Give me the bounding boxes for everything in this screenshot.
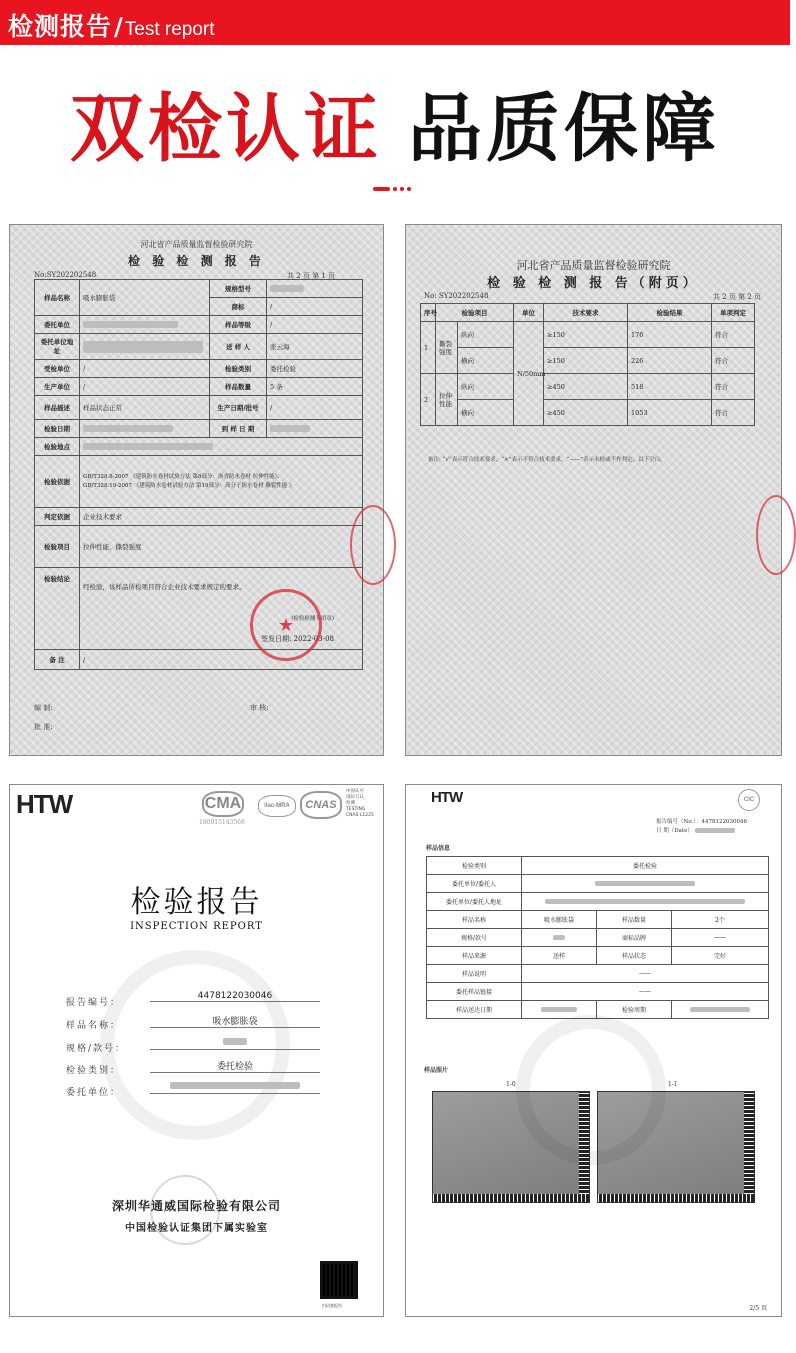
report1-page: 共 2 页 第 1 页 [286,272,335,280]
table-row: 1 撕裂强度 纵向 N/50mm ≥150 176 符合 [421,322,755,348]
field-label: 样品名称： [66,1021,122,1031]
headline-black: 品质保障 [408,86,720,172]
cell-label: 判定依据 [35,508,80,526]
cell-value [80,316,210,334]
ilac-logo: ilac-MRA [258,795,296,817]
inspection-type: 委托检验 [150,1059,320,1073]
report1-org: 河北省产品质量监督检验研究院 [140,240,253,249]
cell-value: / [267,298,363,316]
htw-logo: HTW [431,789,463,806]
headline [0,84,790,174]
qr-caption: 扫码查报告 [322,1303,342,1308]
cic-watermark-icon [516,1015,666,1165]
sign-edit: 编 制: [34,704,53,712]
basis-line-1: GB/T328.8-2007 《建筑防水卷材试验方法 第8部分：沥青防水卷材 拉伸性能》、 [83,473,284,480]
page-number: 2/5 页 [749,1305,767,1312]
header-cell: 技术要求 [544,304,628,322]
cell-value: 吸水膨胀袋 [80,280,210,316]
model-value [150,1037,320,1050]
headline-red: 双检认证 [70,86,382,172]
header-cell: 检验项目 [436,304,514,322]
cell-label: 检验依据 [35,456,80,508]
table-row: 横向 ≥150 226 符合 [421,348,755,374]
cell-value: / [267,316,363,334]
header-cell: 单项判定 [712,304,755,322]
header-cell: 检验结果 [628,304,712,322]
report2-org: 河北省产品质量监督检验研究院 [516,259,671,272]
cell-label: 备 注 [35,650,80,670]
cell-value: 张云海 [267,334,363,360]
sub-company: 中国检验认证集团下属实验室 [125,1223,268,1234]
field-label: 规格/款号： [66,1044,127,1054]
cnas-text: 中国认可 国际互认 检测 TESTING CNAS L1225 [346,789,374,818]
conclusion-text: 经检验，该样品所检项目符合企业技术要求规定的要求。 [83,583,246,591]
report1-no: No:SY202202548 [34,271,97,279]
cell-label: 商标 [210,298,267,316]
company-name: 深圳华通威国际检验有限公司 [111,1199,281,1213]
cma-logo: CMA [202,791,244,817]
title-slash: / [114,13,123,41]
header-cell: 单位 [514,304,544,322]
side-seal-icon [350,505,396,585]
cell-value: / [80,360,210,378]
cell-value [80,334,210,360]
inspection-report-sample-info [405,784,782,1317]
cell-value [267,420,363,438]
sign-review: 审 核: [250,704,269,712]
red-seal-icon: ★ [250,589,322,661]
cell-label: 委托单位地址 [35,334,80,360]
section-header [0,0,790,45]
stamp-note: (检验检测专用章) [291,616,334,622]
cell-label: 检验项目 [35,526,80,568]
report-date: 日 期（Date） [656,826,735,834]
report2-table [420,303,755,426]
section-sample-photo: 样品照片 [424,1067,449,1074]
basis-line-2: GB/T328.19-2007 《建筑防水卷材试验方法 第19部分：高分子防水卷材 撕裂性能 》 [83,482,295,489]
side-seal-icon [756,495,796,575]
inspection-report-cover [9,784,384,1317]
cell-label: 样品等级 [210,316,267,334]
report-no: 4478122030046 [701,819,748,825]
cell-label: 检验类别 [210,360,267,378]
field-label: 报告编号： [66,998,122,1008]
cell-label: 样品描述 [35,396,80,420]
cell-label: 到 样 日 期 [210,420,267,438]
faded-seal-icon [150,1175,220,1245]
report-scan-page-2 [405,224,782,756]
cell-value: / [267,396,363,420]
cell-value: 委托检验 [267,360,363,378]
qr-code-icon [320,1261,358,1299]
issue-date: 签发日期: 2022-03-08 [261,635,334,643]
cell-label: 检验日期 [35,420,80,438]
cell-label: 生产日期/批号 [210,396,267,420]
client-value [150,1081,320,1094]
sample-info-table: 检验类别 委托检验 委托单位/委托人 委托单位/委托人地址 样品名称 吸水膨胀袋 样品数量 2个 规格/款号 商标品牌 —— 样品来源 送样 样品状态 完好 样品说明 —— 委托样品链接 —— 样品送达日期 检验周期 [426,856,769,1019]
cell-value [80,420,210,438]
htw-logo: HTW [16,789,73,819]
cell-value [80,438,363,456]
cell-value: / [80,378,210,396]
photo-b-caption: 1-1 [668,1081,678,1088]
report2-no: No: SY202202548 [424,292,489,300]
report1-title: 检 验 检 测 报 告 [128,254,265,268]
sample-name: 吸水膨胀袋 [150,1014,320,1028]
report2-note: 备注: “√”表示符合技术要求，“×”表示不符合技术要求，“——”表示未检或不作判定。以下空白。 [428,457,666,463]
cell-label: 受检单位 [35,360,80,378]
cell-value: 企业技术要求 [80,508,363,526]
cell-value: / [80,650,363,670]
cell-label: 委托单位 [35,316,80,334]
section-title-en: Test report [124,19,215,40]
header-cell: 序号 [421,304,436,322]
report-scan-page-1 [9,224,384,756]
section-sample-info: 样品信息 [426,845,451,852]
report2-title: 检 验 检 测 报 告（附页） [487,276,700,291]
cell-value [80,568,363,650]
cell-label: 生产单位 [35,378,80,396]
divider-dots [373,187,411,191]
cell-label: 规格型号 [210,280,267,298]
cic-logo-icon: CIC [738,789,760,811]
photo-a-caption: 1-0 [506,1081,516,1088]
cell-label: 送 样 人 [210,334,267,360]
cell-value: 5 条 [267,378,363,396]
cell-label: 检验地点 [35,438,80,456]
cma-number: 180015143568 [199,819,245,826]
cell-value: 样品状态正常 [80,396,210,420]
cell-label: 检验结论 [35,568,80,650]
field-label: 委托单位： [66,1088,122,1098]
cell-value [267,280,363,298]
table-row: 2 拉伸性能 纵向 ≥450 518 符合 [421,374,755,400]
cell-value: 拉伸性能、撕裂强度 [80,526,363,568]
report2-page: 共 2 页 第 2 页 [712,293,761,301]
table-row: 横向 ≥450 1053 符合 [421,400,755,426]
cnas-logo: CNAS [300,791,342,819]
report-number: 4478122030046 [150,991,320,1002]
report-no-label: 报告编号（No.）： [656,819,702,825]
cover-subtitle: INSPECTION REPORT [130,921,263,932]
cell-value [80,456,363,508]
cover-title: 检验报告 [130,885,263,920]
section-title-cn: 检测报告 [8,12,113,41]
cell-label: 样品名称 [35,280,80,316]
cell-label: 样品数量 [210,378,267,396]
field-label: 检验类别： [66,1066,122,1076]
sign-approve: 批 准: [34,723,53,731]
